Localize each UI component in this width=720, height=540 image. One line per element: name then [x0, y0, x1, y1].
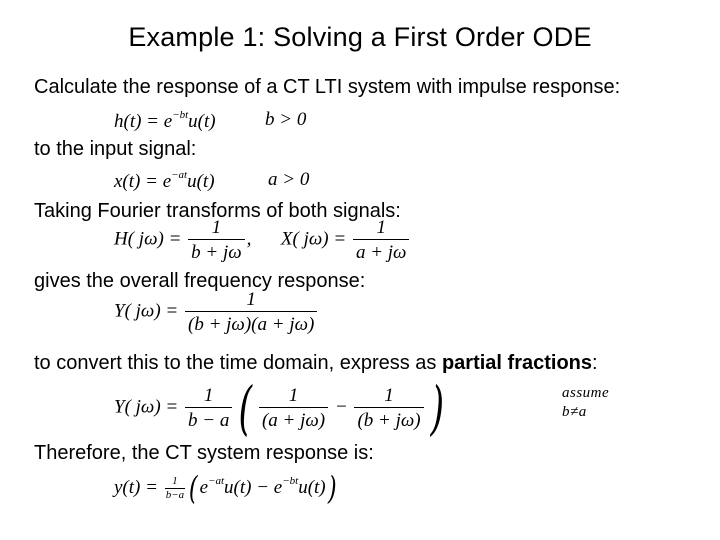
Y2-lhs: Y( jω) = [114, 396, 179, 418]
separator-comma: , [246, 228, 252, 250]
H-fraction [188, 218, 245, 262]
x-rhs: u(t) [187, 171, 215, 192]
Y1-denominator: (b + jω)(a + jω) [185, 311, 317, 334]
H-numerator: 1 [211, 217, 222, 238]
Y1-numerator: 1 [246, 289, 256, 310]
x-exponent: −at [171, 169, 188, 181]
y-constant-fraction [165, 476, 185, 501]
convert-suffix: : [592, 352, 598, 374]
input-signal-equation [114, 170, 215, 191]
Y1-fraction [185, 290, 317, 334]
Y2-constant-fraction [185, 386, 232, 430]
partial-fraction-equation [114, 374, 448, 442]
X-fraction [353, 218, 410, 262]
Y2-term2-fraction [354, 386, 423, 430]
Y2-term1-denominator: (a + jω) [259, 407, 328, 430]
assumption-note [562, 384, 609, 422]
h-exponent: −bt [172, 109, 189, 121]
note-line-1: assume [562, 385, 610, 401]
X-lhs: X( jω) = [280, 228, 347, 250]
Y2-term2-numerator: 1 [384, 385, 394, 407]
intro-text: Calculate the response of a CT LTI system with impulse response: [34, 76, 621, 98]
convert-text [34, 352, 598, 375]
X-denominator: a + jω [353, 239, 410, 262]
h-lhs: h(t) = e [114, 111, 173, 132]
x-lhs: x(t) = e [114, 171, 172, 192]
convert-prefix: to convert this to the time domain, express as [34, 352, 442, 374]
Y2-term1-fraction [259, 386, 328, 430]
b-condition: b > 0 [265, 109, 307, 130]
slide-title: Example 1: Solving a First Order ODE [128, 22, 592, 52]
fourier-text: Taking Fourier transforms of both signals: [34, 200, 401, 222]
note-line-2: b≠a [562, 404, 587, 420]
H-lhs: H( jω) = [114, 228, 182, 250]
y-e2-exponent: −bt [282, 474, 299, 487]
y-e1-exponent: −at [208, 474, 225, 487]
fourier-equations [114, 218, 411, 262]
Y2-constant-denominator: b − a [185, 407, 232, 430]
partial-fractions-term: partial fractions [441, 352, 593, 374]
y-e1: e [199, 476, 209, 498]
y-constant-denominator: b−a [165, 488, 185, 501]
H-denominator: b + jω [188, 239, 245, 262]
Y1-lhs: Y( jω) = [114, 300, 179, 322]
y-middle: u(t) − e [224, 476, 283, 498]
y-constant-numerator: 1 [172, 474, 178, 487]
y-end: u(t) [298, 476, 326, 498]
Y2-term1-numerator: 1 [288, 385, 299, 407]
therefore-text: Therefore, the CT system response is: [34, 442, 374, 464]
h-rhs: u(t) [188, 111, 216, 132]
input-signal-text: to the input signal: [34, 138, 197, 160]
overall-response-text: gives the overall frequency response: [34, 270, 366, 292]
y-left-paren: ( [188, 469, 198, 507]
frequency-response-equation [114, 290, 319, 334]
y-right-paren: ) [327, 469, 337, 507]
Y2-constant-numerator: 1 [203, 385, 214, 407]
a-condition: a > 0 [268, 169, 310, 190]
impulse-response-equation [114, 110, 216, 131]
y-lhs: y(t) = [114, 476, 158, 498]
Y2-term2-denominator: (b + jω) [354, 407, 423, 430]
left-paren: ( [238, 374, 253, 442]
minus-sign: − [334, 396, 348, 418]
time-response-equation [114, 469, 338, 507]
X-numerator: 1 [376, 217, 386, 238]
right-paren: ) [430, 374, 444, 442]
